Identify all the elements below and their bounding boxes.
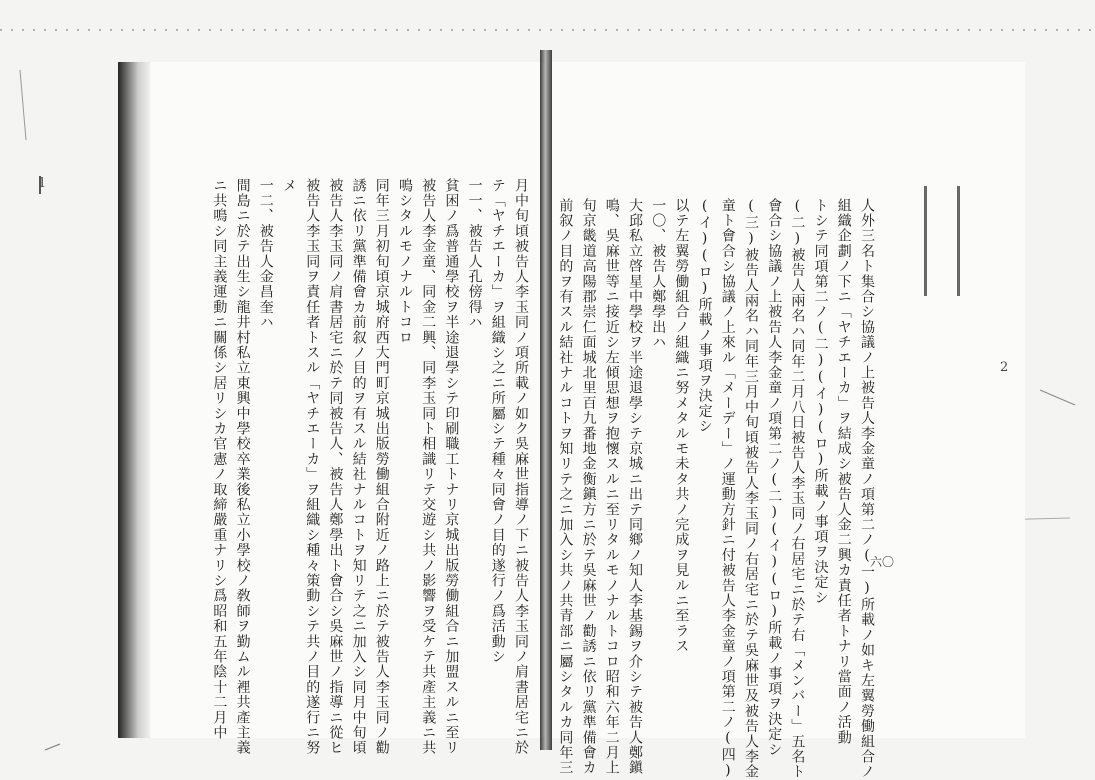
- left-binding-shadow: [118, 62, 152, 738]
- left-page-line: メ: [281, 178, 297, 194]
- right-page-line: 以テ左翼勞働組合ノ組織ニ努メタルモ未タ共ノ完成ヲ見ルニ至ラス: [673, 198, 690, 654]
- right-page-line: 組織企劃ノ下ニ「ヤチエーカ」ヲ結成シ被告人金二興カ責任者トナリ當面ノ活動: [835, 198, 852, 746]
- right-page-line: 會合シ協議ノ上被告人李金童ノ項第二ノ(二)(イ)(ロ)所載ノ事項ヲ決定シ: [766, 198, 783, 758]
- right-page-line: (二)被告人兩名ハ同年二月八日被告人李玉同ノ右居宅ニ於テ右「メンバー」五名ト: [789, 198, 806, 780]
- left-page-line: 間島ニ於テ出生シ龍井村私立東興中學校卒業後私立小學校ノ敎師ヲ勤ムル裡共產主義: [234, 178, 251, 756]
- left-page-line: 誘ニ依リ黨準備會カ前叙ノ目的ヲ有スル結社ナルコトヲ知リテ之ニ加入シ同月中旬頃: [350, 178, 367, 756]
- right-page-line: (三)被告人兩名ハ同年三月中旬頃被告人李玉同ノ右居宅ニ於テ吳麻世及被告人李金: [743, 198, 759, 780]
- center-fold: [540, 50, 552, 750]
- right-page-line: 大邱私立啓星中學校ヲ半途退學シテ京城ニ出テ同鄉ノ知人李基錫ヲ介シテ被告人鄭鎭: [627, 198, 643, 776]
- right-page-line: 鳴、吳麻世等ニ接近シ左傾思想ヲ抱懷スルニ至リタルモノナルトコロ昭和六年二月上: [603, 198, 620, 776]
- left-page: [150, 62, 545, 741]
- left-page-line: 月中旬頃被告人李玉同ノ項所載ノ如ク吳麻世指導ノ下ニ被告人李玉同ノ肩書居宅ニ於: [513, 178, 529, 756]
- left-page-line: ニ共鳴シ同主義運動ニ關係シ居リシカ官憲ノ取締嚴重ナリシ爲昭和五年陰十二月中: [211, 178, 228, 741]
- right-page-line: 一〇、被告人鄭學出ハ: [650, 198, 667, 350]
- right-page-line: (イ)(ロ)所載ノ事項ヲ決定シ: [696, 198, 713, 434]
- left-page-line: テ「ヤチエーカ」ヲ組織シ之ニ所屬シテ種々同會ノ目的遂行ノ爲活動シ: [489, 178, 506, 665]
- left-page-line: 被告人李玉同ノ肩書居宅ニ於テ同被告人、被告人鄭學出ト會合シ吳麻世ノ指導ニ從ヒ: [327, 178, 344, 756]
- left-page-line: 一一、被告人孔傍得ハ: [466, 178, 483, 330]
- page-number: 六〇: [870, 555, 895, 569]
- left-page-line: 鳴シタルモノナルトコロ: [397, 178, 413, 346]
- seal-stamp: [924, 186, 960, 296]
- right-page-line: 人外三名ト集合シ協議ノ上被告人李金童ノ項第二ノ(一)所載ノ如キ左翼勞働組合ノ: [859, 198, 875, 780]
- right-page-line: トシテ同項第二ノ(二)(イ)(ロ)所載ノ事項ヲ決定シ: [812, 198, 829, 606]
- left-page-line: 同年三月初旬頃京城府西大門町京城出版勞働組合附近ノ路上ニ於テ被告人李玉同ノ勸: [373, 178, 390, 756]
- right-page-line: 前叙ノ目的ヲ有スル結社ナルコトヲ知リテ之ニ加入シ共ノ共青部ニ屬シタルカ同年三: [557, 198, 574, 776]
- left-page-line: 被告人李金童、同金二興、同李玉同ト相識リテ交遊シ共ノ影響ヲ受ケテ共產主義ニ共: [420, 178, 437, 756]
- margin-mark: 1: [38, 176, 47, 191]
- left-page-line: 貧困ノ爲普通學校ヲ半途退學シテ印刷職工トナリ京城出版勞働組合ニ加盟スルニ至リ: [443, 178, 460, 756]
- margin-mark: 2: [1000, 360, 1009, 375]
- right-page-line: 旬京畿道高陽郡崇仁面城北里百九番地金衡鎭方ニ於テ吳麻世ノ勸誘ニ依リ黨準備會カ: [580, 198, 597, 776]
- right-page-line: 童ト會合シ協議ノ上來ル「メーデー」ノ運動方針ニ付被告人李金童ノ項第二ノ(四): [719, 198, 736, 780]
- left-page-line: 一二、被告人金昌奎ハ: [257, 178, 274, 330]
- left-page-line: 被告人李玉同ヲ責任者トスル「ヤチエーカ」ヲ組織シ種々策動シテ共ノ目的遂行ニ努: [304, 178, 321, 756]
